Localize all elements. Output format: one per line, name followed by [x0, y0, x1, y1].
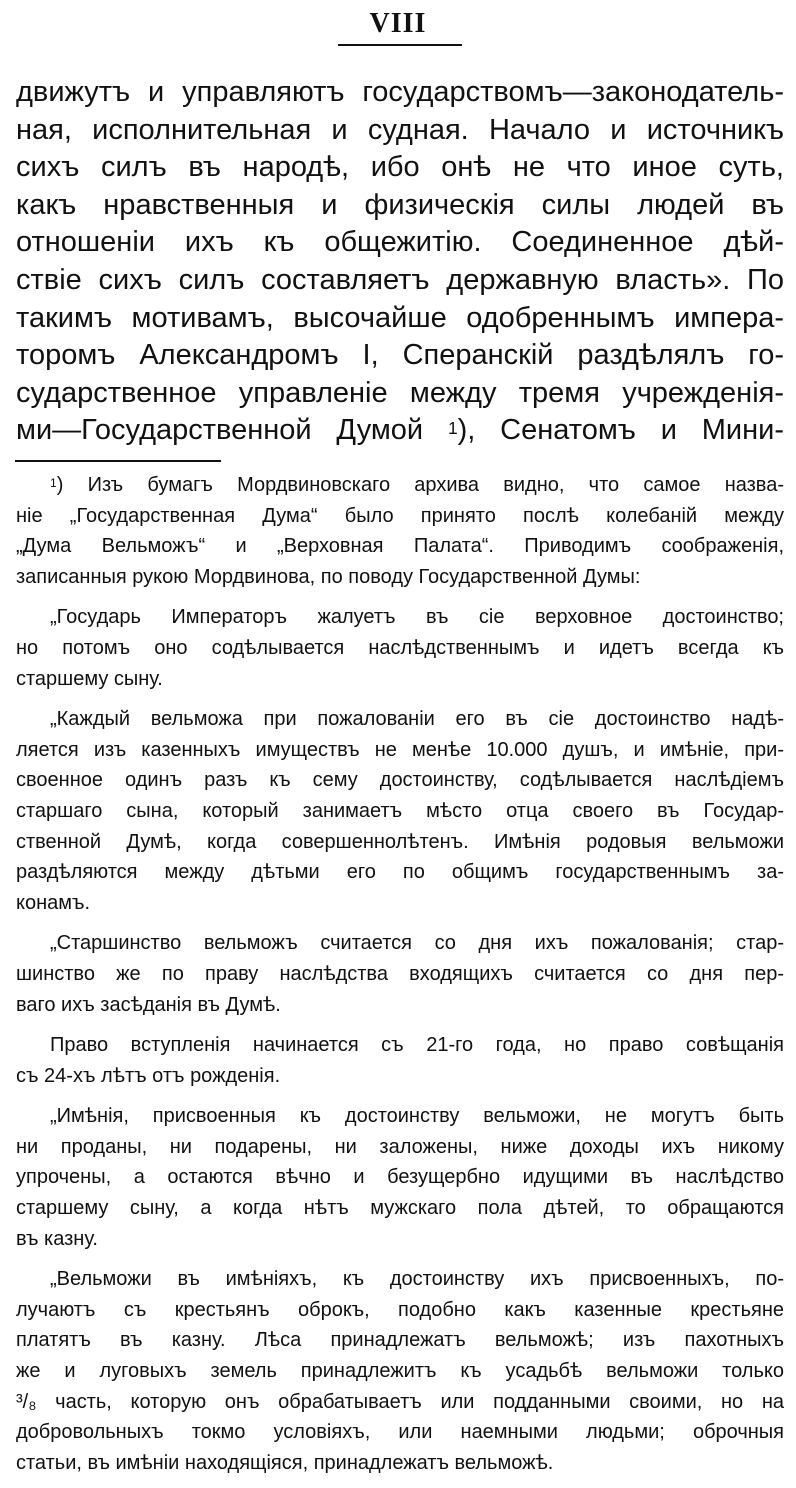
footnote-marker: 1 [50, 476, 57, 491]
footnote-reference[interactable]: 1 [447, 417, 458, 438]
footnote-paragraph [16, 1030, 784, 1091]
footnote-line: шинство же по праву наслѣдства входящихъ считается со дня пер- [16, 962, 784, 985]
footnote-line: ни проданы, ни подарены, ни заложены, ниже доходы ихъ никому [16, 1135, 784, 1158]
footnote-line: въ казну. [16, 1227, 98, 1250]
footnote-paragraph [16, 1264, 784, 1478]
footnote-paragraph [16, 602, 784, 694]
footnote-paragraph [16, 704, 784, 918]
footnote-line: своенное одинъ разъ къ сему достоинству, содѣлывается наслѣдіемъ [16, 769, 784, 792]
main-text-last-line [16, 412, 784, 450]
footnote-line: съ 24-хъ лѣтъ отъ рожденія. [16, 1064, 281, 1087]
main-text-line: такимъ мотивамъ, высочайше одобреннымъ импера- [16, 301, 784, 334]
main-text-line: ная, исполнительная и судная. Начало и источникъ [16, 113, 784, 146]
footnote-paragraph [16, 1101, 784, 1254]
footnote-line: Право вступленія начинается съ 21-го года, но право совѣщанія [50, 1034, 784, 1057]
main-text-line: ствіе сихъ силъ составляетъ державную власть». По [16, 263, 784, 296]
main-text-line: сударственное управленіе между тремя учрежденія- [16, 376, 784, 409]
page-number: VIII [369, 8, 427, 39]
footnote-line: раздѣляются между дѣтьми его по общимъ государственнымъ за- [16, 861, 784, 884]
footnote-line: платятъ въ казну. Лѣса принадлежатъ вельможѣ; изъ пахотныхъ [16, 1329, 784, 1352]
footnote-line: „Вельможи въ имѣніяхъ, къ достоинству ихъ присвоенныхъ, по- [50, 1268, 784, 1291]
footnote-block [16, 470, 784, 1488]
footnote-line: „Имѣнія, присвоенныя къ достоинству вельможи, не могутъ быть [50, 1105, 784, 1128]
footnote-line: ³/₈ часть, которую онъ обрабатываетъ или подданными своими, но на [16, 1390, 784, 1413]
footnote-line: же и луговыхъ земель принадлежитъ къ усадьбѣ вельможи только [16, 1360, 784, 1383]
footnote-line: ваго ихъ засѣданія въ Думѣ. [16, 993, 281, 1016]
page-number-underline [338, 44, 462, 46]
footnote-line: ляется изъ казенныхъ имуществъ не менѣе 10.000 душъ, и имѣніе, при- [16, 738, 784, 761]
footnote-paragraph [16, 470, 784, 592]
main-text-line: какъ нравственныя и физическія силы людей въ [16, 188, 784, 221]
footnote-line: лучаютъ съ крестьянъ оброкъ, подобно какъ казенные крестьяне [16, 1298, 784, 1321]
footnote-line: статьи, въ имѣніи находящіяся, принадлежатъ вельможѣ. [16, 1451, 554, 1474]
footnote-line: но потомъ оно содѣлывается наслѣдственнымъ и идетъ всегда къ [16, 636, 784, 659]
footnote-line: „Дума Вельможъ“ и „Верховная Палата“. Приводимъ соображенія, [16, 535, 784, 558]
main-text-line: движутъ и управляютъ государствомъ—законодатель- [16, 76, 784, 108]
footnote-line: ственной Думѣ, когда совершеннолѣтенъ. Имѣнія родовыя вельможи [16, 830, 784, 853]
footnote-divider [15, 460, 221, 462]
main-text-fragment: ), Сенатомъ и Мини- [457, 414, 784, 447]
footnote-line: старшаго сына, который занимаетъ мѣсто отца своего въ Государ- [16, 799, 784, 822]
footnote-line: „Государь Императоръ жалуетъ въ сіе верховное достоинство; [50, 606, 784, 629]
main-text-line: торомъ Александромъ I, Сперанскій раздѣлялъ го- [16, 339, 784, 372]
main-text-line: сихъ силъ въ народѣ, ибо онѣ не что иное суть, [16, 151, 784, 184]
footnote-line: ніе „Государственная Дума“ было принято послѣ колебаній между [16, 504, 784, 527]
footnote-line-text: ) Изъ бумагъ Мордвиновскаго архива видно, что самое назва- [56, 474, 784, 496]
footnote-line: добровольныхъ токмо условіяхъ, или наемными людьми; оброчныя [16, 1421, 784, 1444]
footnote-line: конамъ. [16, 891, 91, 914]
footnote-line: „Старшинство вельможъ считается со дня ихъ пожалованія; стар- [50, 932, 784, 955]
footnote-line: старшему сыну, а когда нѣтъ мужскаго пола дѣтей, то обращаются [16, 1197, 784, 1220]
main-text-line: отношеніи ихъ къ общежитію. Соединенное дѣй- [16, 226, 784, 259]
footnote-line [16, 470, 784, 501]
footnote-line: „Каждый вельможа при пожалованіи его въ сіе достоинство надѣ- [50, 708, 784, 731]
footnote-line: старшему сыну. [16, 667, 163, 690]
footnote-paragraph [16, 928, 784, 1020]
main-text [16, 74, 784, 450]
footnote-line: записанныя рукою Мордвинова, по поводу Государственной Думы: [16, 565, 641, 588]
footnote-line: упрочены, а остаются вѣчно и безущербно идущими въ наслѣдство [16, 1166, 784, 1189]
main-text-fragment: ми—Государственной Думой [16, 414, 448, 447]
